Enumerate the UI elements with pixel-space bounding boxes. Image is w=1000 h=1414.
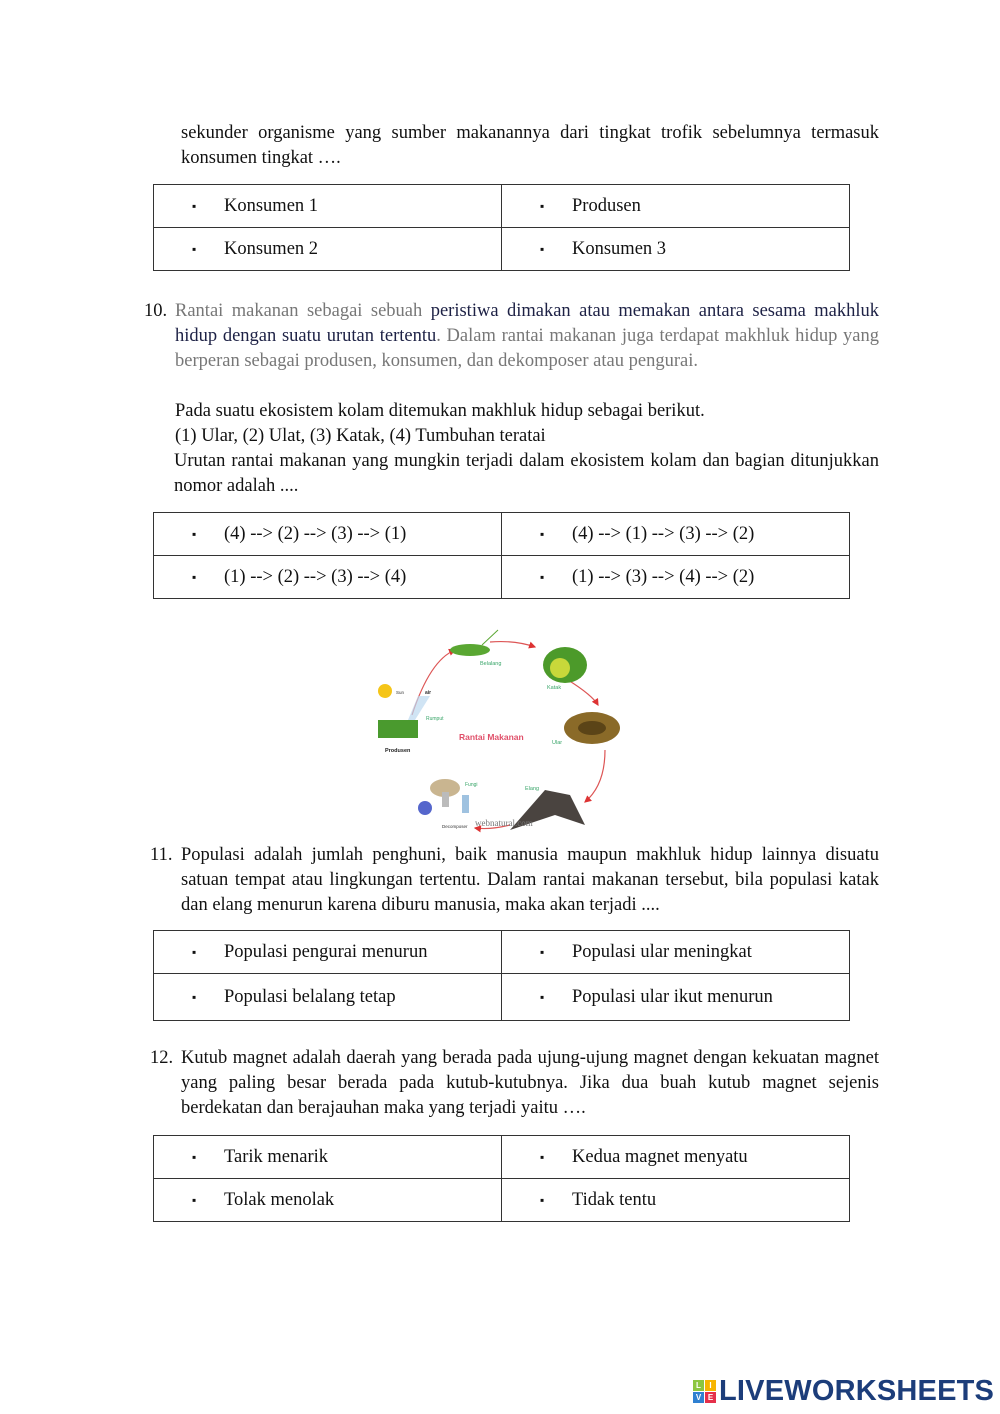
q11-number: 11. [150,845,173,865]
option[interactable]: ▪ (4) --> (1) --> (3) --> (2) [502,513,850,556]
logo-icon: L I V E [693,1380,716,1403]
option[interactable]: ▪ (1) --> (2) --> (3) --> (4) [154,556,502,599]
q12-number: 12. [150,1048,174,1068]
q10-line3: Urutan rantai makanan yang mungkin terjadi dalam ekosistem kolam dan bagian ditunjukkan nomor adalah .... [174,451,879,496]
option[interactable]: ▪ (1) --> (3) --> (4) --> (2) [502,556,850,599]
q10-line2: (1) Ular, (2) Ulat, (3) Katak, (4) Tumbuhan teratai [175,426,546,446]
food-chain-diagram [370,620,640,835]
q12-text: Kutub magnet adalah daerah yang berada pada ujung-ujung magnet dengan kekuatan magnet yang paling besar berada pada kutub-kutubnya. Jika dua buah kutub magnet sejenis berdekatan dan berajauhan maka yang terjadi yaitu …. [181,1048,879,1118]
label-decomposer: Decomposer [442,824,468,829]
q12-options [153,1135,850,1222]
option[interactable]: ▪ Konsumen 3 [502,228,850,271]
option[interactable]: ▪ Konsumen 2 [154,228,502,271]
option[interactable]: ▪ Konsumen 1 [154,185,502,228]
sun-icon [378,684,392,698]
grass-icon [378,720,418,738]
logo-text: LIVEWORKSHEETS [719,1375,995,1407]
option[interactable]: ▪ Kedua magnet menyatu [502,1136,850,1179]
arrow [490,642,535,647]
q10-options [153,512,850,599]
snake-icon [564,712,620,744]
option[interactable]: ▪ (4) --> (2) --> (3) --> (1) [154,513,502,556]
option[interactable]: ▪ Tolak menolak [154,1179,502,1222]
label-belalang: Belalang [480,661,502,667]
option[interactable]: ▪ Populasi ular ikut menurun [502,974,850,1021]
diagram-title: Rantai Makanan [459,732,524,742]
arrow [568,680,598,705]
option[interactable]: ▪ Populasi belalang tetap [154,974,502,1021]
q9-text: sekunder organisme yang sumber makanannya dari tingkat trofik sebelumnya termasuk konsumen tingkat …. [181,123,879,168]
q11-text: Populasi adalah jumlah penghuni, baik manusia maupun makhluk hidup lainnya disuatu satuan tempat atau lingkungan tertentu. Dalam rantai makanan tersebut, bila populasi katak dan elang menurun karena diburu manusia, maka akan terjadi .... [181,845,879,915]
option[interactable]: ▪ Produsen [502,185,850,228]
frog-icon [543,647,587,683]
grasshopper-icon [450,630,498,656]
label-produsen: Produsen [385,748,411,754]
q9-options [153,184,850,271]
label-ular: Ular [552,740,563,746]
label-elang: Elang [525,786,540,792]
option[interactable]: ▪ Tarik menarik [154,1136,502,1179]
liveworksheets-logo [693,1375,994,1408]
option[interactable]: ▪ Populasi ular meningkat [502,931,850,974]
label-sun: Sun [396,690,405,695]
option[interactable]: ▪ Populasi pengurai menurun [154,931,502,974]
watermark: webnatural.com [475,818,533,828]
q11-options [153,930,850,1021]
label-katak: Katak [547,685,562,691]
q10-intro: Rantai makanan sebagai sebuah peristiwa dimakan atau memakan antara sesama makhluk hidup dengan suatu urutan tertentu. Dalam rantai makanan juga terdapat makhluk hidup yang berperan sebagai produsen, konsumen, dan dekomposer atau pengurai. [175,301,879,371]
label-air: air [425,690,432,696]
q10-line1: Pada suatu ekosistem kolam ditemukan makhluk hidup sebagai berikut. [175,401,705,421]
q10-number: 10. [144,301,168,321]
label-fungi: Fungi [465,782,478,788]
arrow [585,750,605,802]
fungi-icon [418,779,469,815]
label-rumput: Rumput [426,716,444,722]
option[interactable]: ▪ Tidak tentu [502,1179,850,1222]
